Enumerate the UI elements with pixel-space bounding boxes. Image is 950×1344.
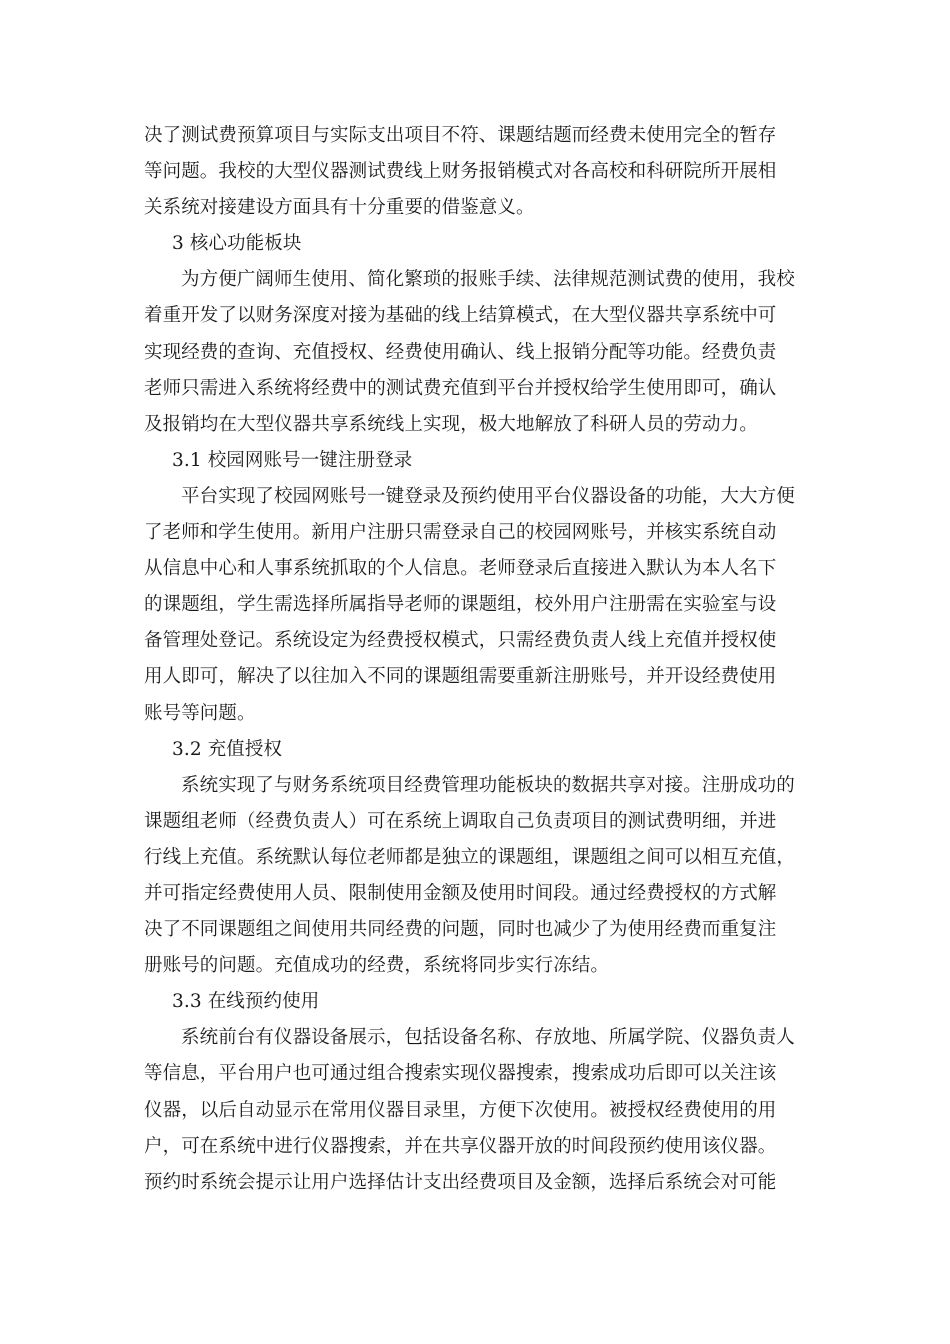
text-line: 决了不同课题组之间使用共同经费的问题，同时也减少了为使用经费而重复注 <box>144 919 777 941</box>
text-line: 系统实现了与财务系统项目经费管理功能板块的数据共享对接。注册成功的 <box>181 774 795 796</box>
heading-text: 3.3 在线预约使用 <box>172 991 320 1013</box>
text-line: 行线上充值。系统默认每位老师都是独立的课题组，课题组之间可以相互充值， <box>144 846 796 868</box>
text-line: 实现经费的查询、充值授权、经费使用确认、线上报销分配等功能。经费负责 <box>144 341 777 363</box>
text-line: 预约时系统会提示让用户选择估计支出经费项目及金额，选择后系统会对可能 <box>144 1171 777 1193</box>
text-line: 的课题组，学生需选择所属指导老师的课题组，校外用户注册需在实验室与设 <box>144 594 777 616</box>
text-line: 为方便广阔师生使用、简化繁琐的报账手续、法律规范测试费的使用，我校 <box>181 269 795 291</box>
text-line: 等问题。我校的大型仪器测试费线上财务报销模式对各高校和科研院所开展相 <box>144 161 777 183</box>
text-line: 系统前台有仪器设备展示，包括设备名称、存放地、所属学院、仪器负责人 <box>181 1027 795 1049</box>
text-line: 仪器，以后自动显示在常用仪器目录里，方便下次使用。被授权经费使用的用 <box>144 1099 777 1121</box>
text-line: 老师只需进入系统将经费中的测试费充值到平台并授权给学生使用即可，确认 <box>144 377 777 399</box>
section-heading <box>144 226 804 262</box>
paragraph <box>144 262 804 442</box>
text-line: 及报销均在大型仪器共享系统线上实现，极大地解放了科研人员的劳动力。 <box>144 413 758 435</box>
text-line: 并可指定经费使用人员、限制使用金额及使用时间段。通过经费授权的方式解 <box>144 882 777 904</box>
heading-text: 3 核心功能板块 <box>172 233 302 255</box>
text-line: 备管理处登记。系统设定为经费授权模式，只需经费负责人线上充值并授权使 <box>144 630 777 652</box>
paragraph <box>144 479 804 732</box>
text-line: 平台实现了校园网账号一键登录及预约使用平台仪器设备的功能，大大方便 <box>181 485 795 507</box>
text-line: 关系统对接建设方面具有十分重要的借鉴意义。 <box>144 197 535 219</box>
paragraph-continuation <box>144 118 804 226</box>
text-line: 了老师和学生使用。新用户注册只需登录自己的校园网账号，并核实系统自动 <box>144 522 777 544</box>
text-line: 册账号的问题。充值成功的经费，系统将同步实行冻结。 <box>144 955 610 977</box>
heading-text: 3.1 校园网账号一键注册登录 <box>172 449 413 471</box>
subsection-heading <box>144 443 804 479</box>
heading-text: 3.2 充值授权 <box>172 738 283 760</box>
text-line: 从信息中心和人事系统抓取的个人信息。老师登录后直接进入默认为本人名下 <box>144 558 777 580</box>
document-body <box>144 118 804 1201</box>
text-line: 决了测试费预算项目与实际支出项目不符、课题结题而经费未使用完全的暂存 <box>144 125 777 146</box>
paragraph <box>144 1020 804 1200</box>
text-line: 课题组老师（经费负责人）可在系统上调取自己负责项目的测试费明细，并进 <box>144 810 777 832</box>
text-line: 户，可在系统中进行仪器搜索，并在共享仪器开放的时间段预约使用该仪器。 <box>144 1135 777 1157</box>
subsection-heading <box>144 732 804 768</box>
text-line: 用人即可，解决了以往加入不同的课题组需要重新注册账号，并开设经费使用 <box>144 666 777 688</box>
text-line: 等信息，平台用户也可通过组合搜索实现仪器搜索，搜索成功后即可以关注该 <box>144 1063 777 1085</box>
text-line: 着重开发了以财务深度对接为基础的线上结算模式，在大型仪器共享系统中可 <box>144 305 777 327</box>
paragraph <box>144 768 804 985</box>
text-line: 账号等问题。 <box>144 702 256 724</box>
subsection-heading <box>144 984 804 1020</box>
